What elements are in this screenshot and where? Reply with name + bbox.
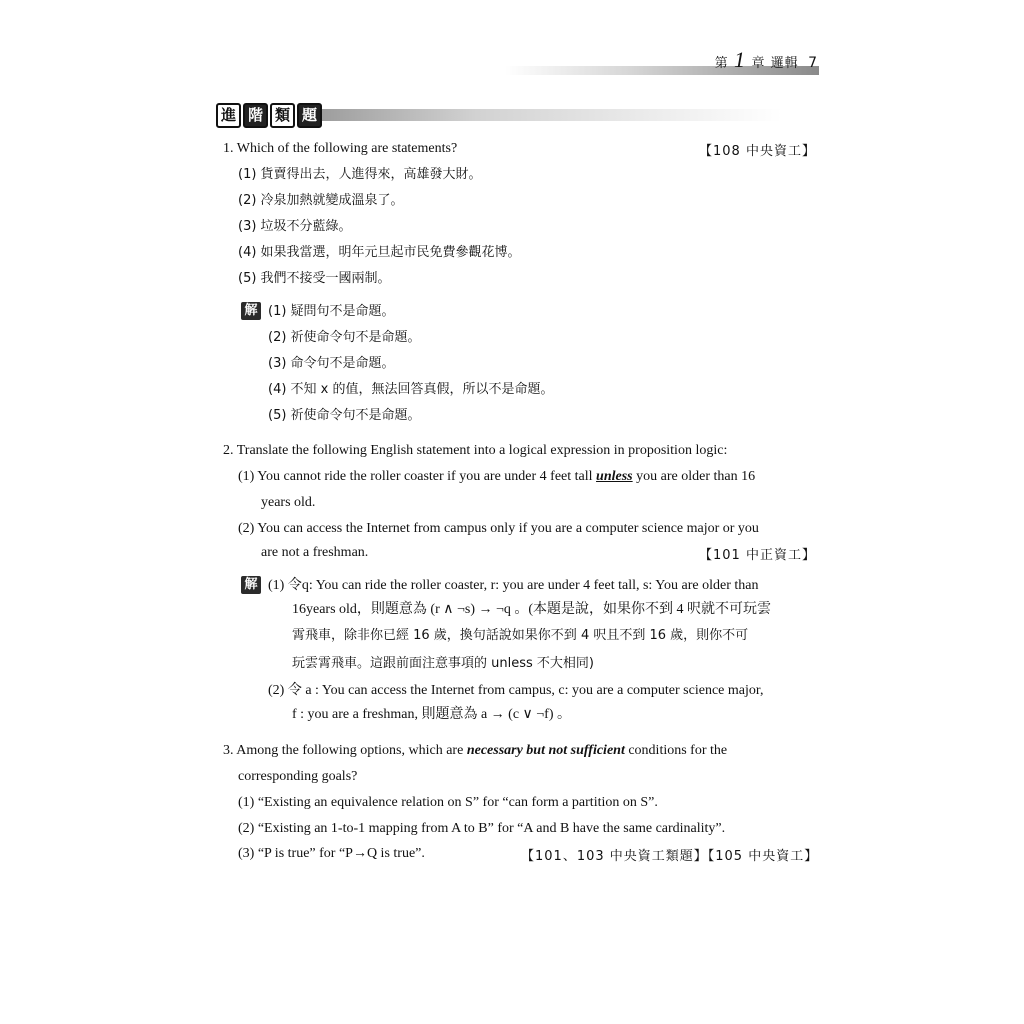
q1-item: (1) 貨賣得出去，人進得來，高雄發大財。: [238, 167, 482, 182]
chapter-number: 1: [734, 47, 747, 72]
section-char: 題: [297, 103, 322, 128]
chapter-title: 章 邏輯: [751, 56, 799, 71]
question-1: 1. Which of the following are statements?: [223, 141, 458, 156]
q2-item-2-cont: are not a freshman.: [261, 545, 369, 560]
q2-item-2: (2) You can access the Internet from campus only if you are a computer science major or you: [238, 521, 759, 536]
running-header: [715, 47, 818, 73]
q1-solution: (3) 命令句不是命題。: [268, 356, 395, 371]
q3-item: (2) “Existing an 1-to-1 mapping from A to B” for “A and B have the same cardinality”.: [238, 821, 726, 836]
section-char: 進: [216, 103, 241, 128]
q2-solution-1-line4: 玩雲霄飛車。這跟前面注意事項的 unless 不大相同): [292, 656, 594, 671]
q2-solution-2-line2: f : you are a freshman, 則題意為 a → (c ∨ ¬f) 。: [292, 707, 572, 722]
q2-solution-1-line3: 霄飛車，除非你已經 16 歲，換句話說如果你不到 4 呎且不到 16 歲，則你不可: [292, 628, 749, 643]
q1-solution: (5) 祈使命令句不是命題。: [268, 408, 421, 423]
q3-item: (3) “P is true” for “P→Q is true”.: [238, 846, 425, 861]
q1-item: (4) 如果我當選，明年元旦起市民免費參觀花博。: [238, 245, 521, 260]
question-1-source: 【108 中央資工】: [699, 144, 816, 159]
q1-solution: (2) 祈使命令句不是命題。: [268, 330, 421, 345]
unless-emphasis: unless: [596, 469, 633, 484]
chapter-prefix: 第: [714, 56, 729, 71]
q3-item: (1) “Existing an equivalence relation on S” for “can form a partition on S”.: [238, 795, 658, 810]
section-char: 類: [270, 103, 295, 128]
question-3: 3. Among the following options, which are necessary but not sufficient conditions for the: [223, 743, 728, 758]
section-heading: [216, 103, 322, 127]
q1-solution: (4) 不知 x 的值，無法回答真假，所以不是命題。: [268, 382, 554, 397]
q1-item: (2) 冷泉加熱就變成溫泉了。: [238, 193, 404, 208]
q2-solution-1-line2: 16years old，則題意為 (r ∧ ¬s) → ¬q 。(本題是說，如果你不到 4 呎就不可玩雲: [292, 602, 772, 617]
question-2-source: 【101 中正資工】: [699, 548, 816, 563]
q2-solution-1: (1) 令q: You can ride the roller coaster, r: you are under 4 feet tall, s: You are older than: [268, 578, 759, 593]
q1-item: (3) 垃圾不分藍綠。: [238, 219, 352, 234]
question-3-cont: corresponding goals?: [238, 769, 358, 784]
section-gradient-bar: [312, 109, 782, 121]
q2-item-1: (1) You cannot ride the roller coaster if you are under 4 feet tall unless you are older than 16: [238, 469, 756, 484]
q1-item: (5) 我們不接受一國兩制。: [238, 271, 391, 286]
question-3-source: 【101、103 中央資工類題】【105 中央資工】: [521, 849, 819, 864]
page-number: 7: [808, 55, 818, 71]
q2-item-1-cont: years old.: [261, 495, 316, 510]
q1-solution: (1) 疑問句不是命題。: [268, 304, 395, 319]
q2-solution-2: (2) 令 a : You can access the Internet from campus, c: you are a computer science major,: [268, 683, 764, 698]
question-2: 2. Translate the following English statement into a logical expression in proposition logic:: [223, 443, 728, 458]
necessary-emphasis: necessary but not sufficient: [466, 743, 625, 758]
section-char: 階: [243, 103, 268, 128]
solution-badge: 解: [241, 576, 261, 594]
solution-badge: 解: [241, 302, 261, 320]
